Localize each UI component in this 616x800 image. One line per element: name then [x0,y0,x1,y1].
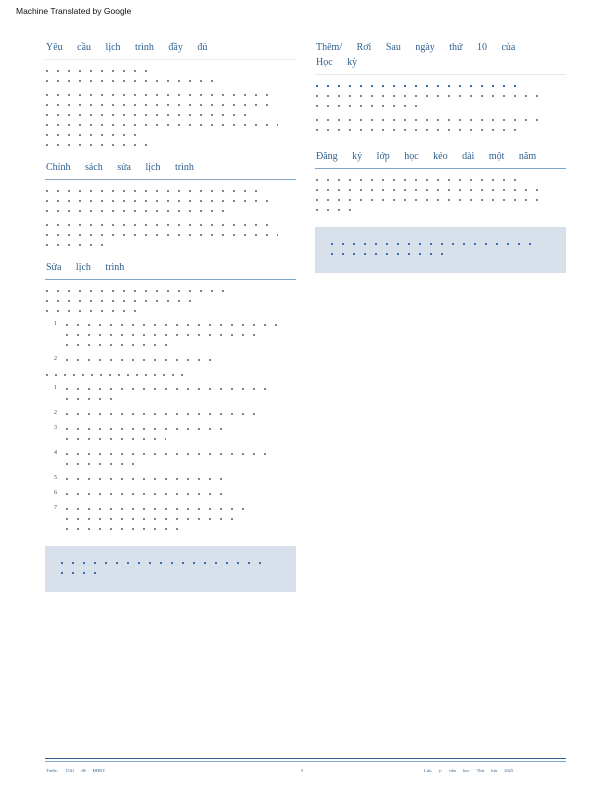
note-text [61,562,282,574]
paragraph [316,119,566,131]
text-line [46,310,138,312]
text-line [46,300,196,302]
list-item [46,425,296,440]
list-item-number: 2 [54,356,57,362]
section-heading: Sửa lịch trình [46,262,125,273]
text-line [66,359,216,361]
text-line [46,244,106,246]
section-heading: Chính sách sửa lịch trình [46,162,194,173]
paragraph [46,94,296,146]
list-item-number: 5 [54,475,57,481]
list-item-number: 7 [54,505,57,511]
page-number: 5 [301,768,304,773]
section-rule [45,279,296,280]
note-box [315,227,566,273]
paragraph [46,70,296,82]
text-line [46,234,278,236]
right-column [315,40,566,273]
text-line [46,290,228,292]
list-item-number: 1 [54,385,57,391]
text-line [316,105,418,107]
text-line [331,253,451,255]
list-item [46,450,296,465]
text-line [66,453,271,455]
section-full-schedule [45,40,296,146]
text-line [46,210,231,212]
text-line [316,129,516,131]
numbered-list-a [45,321,296,362]
text-line [46,94,276,96]
text-line [331,243,531,245]
footer-rule [45,761,566,762]
text-line [46,144,156,146]
section-add-drop [315,40,566,131]
text-line [46,224,276,226]
list-item-number: 2 [54,410,57,416]
text-line [66,478,226,480]
footer-left: Trước: 1541 để ĐHKT [46,768,106,773]
machine-translation-banner: Machine Translated by Google [16,6,132,16]
text-line [316,119,544,121]
list-item [46,505,296,530]
list-item [46,410,296,416]
section-rule [45,179,296,180]
text-line [46,80,216,82]
text-line [66,518,241,520]
text-line [46,70,154,72]
paragraph [316,85,566,107]
list-item [46,385,296,400]
text-line [316,189,541,191]
note-box [45,546,296,592]
text-line [66,344,171,346]
footer-rule [45,758,566,759]
section-heading: Yêu cầu lịch trình đầy đủ [46,42,208,53]
section-heading: Thêm/ Rơi Sau ngày thứ 10 của Học kỳ [316,42,516,68]
list-item [46,356,296,362]
paragraph [46,224,296,246]
list-item-number: 4 [54,450,57,456]
paragraph [46,190,296,212]
numbered-list-b [45,385,296,530]
section-schedule-changes [45,260,296,592]
section-heading: Đăng ký lớp học kéo dài một năm [316,151,537,162]
text-line [66,324,278,326]
list-item [46,475,296,481]
list-item-number: 3 [54,425,57,431]
text-line [46,190,266,192]
text-line [66,428,226,430]
section-rule [315,168,566,169]
list-item-number: 1 [54,321,57,327]
list-b-heading [46,374,186,376]
section-year-long [315,149,566,273]
text-line [66,413,256,415]
footer-right: Lưu ý: tiền học Thư lưu 2025 [424,768,514,773]
text-line [316,199,544,201]
text-line [66,463,134,465]
text-line [46,200,271,202]
section-rule [315,74,566,75]
text-line [61,562,261,564]
text-line [316,85,516,87]
left-column [45,40,296,592]
text-line [66,528,182,530]
text-line [61,572,103,574]
text-line [46,114,246,116]
text-line [46,104,273,106]
text-line [66,398,114,400]
intro-paragraph [46,290,296,312]
list-item-number: 6 [54,490,57,496]
section-rule [45,59,296,60]
list-item [46,321,296,346]
text-line [316,179,516,181]
text-line [316,95,546,97]
note-text [331,243,552,255]
text-line [66,508,251,510]
text-line [46,124,278,126]
paragraph [316,179,566,211]
text-line [66,438,166,440]
text-line [66,493,226,495]
text-line [66,388,271,390]
list-item [46,490,296,496]
section-schedule-policy [45,160,296,246]
text-line [316,209,360,211]
text-line [66,334,264,336]
text-line [46,134,141,136]
